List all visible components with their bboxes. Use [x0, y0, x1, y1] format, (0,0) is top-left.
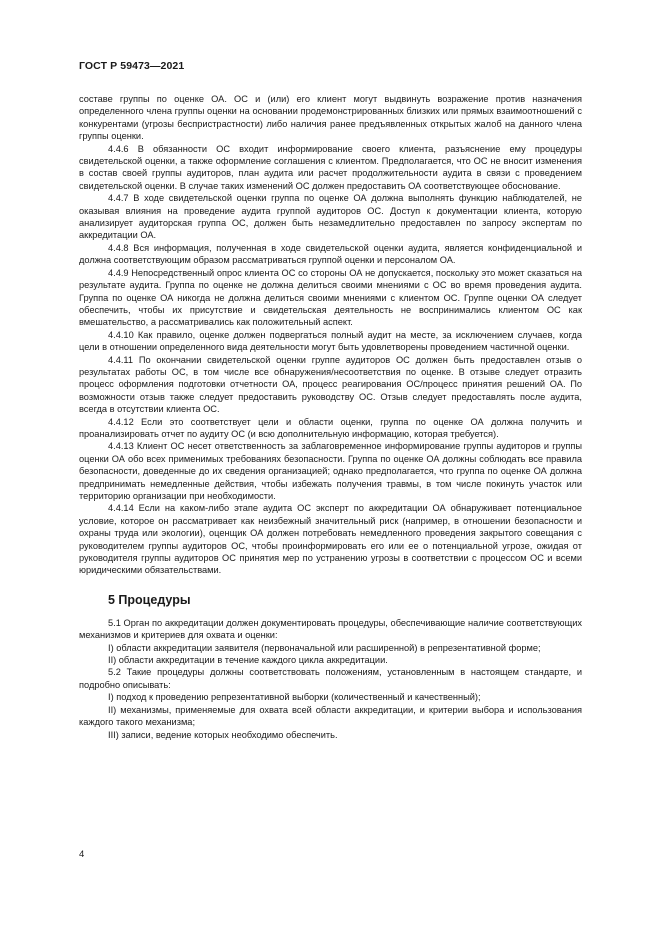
- paragraph-4-4-10: 4.4.10 Как правило, оценке должен подвергаться полный аудит на месте, за исключением случаев, когда цели в отношении определенного вида деятельности могут быть удовлетворены проведением частичной оценки.: [79, 329, 582, 353]
- list-item: I) области аккредитации заявителя (первоначальной или расширенной) в репрезентативной форме;: [108, 642, 541, 653]
- paragraph-4-4-11: 4.4.11 По окончании свидетельской оценки группе аудиторов ОС должен быть предоставлен отзыв о результатах работы ОС, в том числе все обнаружения/несоответствия по оценке. В отзыве следует отразить процесс оформления подготовки отчетности ОА, процесс реагирования ОС/процесс принятия решений ОА. По возможности отзыв также следует предоставить руководству ОС. Отзыв следует предоставлять после аудита, всегда в отсутствии клиента ОС.: [79, 354, 582, 415]
- paragraph-5-2: 5.2 Такие процедуры должны соответствовать положениям, установленным в настоящем стандарте, и подробно описывать:: [79, 667, 582, 690]
- document-header: [79, 60, 184, 72]
- paragraph: составе группы по оценке ОА. ОС и (или) его клиент могут выдвинуть возражение против назначения определенного члена группы оценки на основании продемонстрированных близких или прямых взаимоотношений с конкурентами (угрозы беспристрастности) либо наличия ранее предъявленных открытых жалоб на данного члена группы оценки.: [79, 94, 582, 142]
- paragraph-4-4-14: 4.4.14 Если на каком-либо этапе аудита ОС эксперт по аккредитации ОА обнаруживает потенциальное условие, которое он рассматривает как неизбежный значительный риск (например, в отношении безопасности и охраны труда или экологии), оценщик ОА должен потребовать немедленного проведения закрытого совещания с руководителем группы аудиторов ОС, чтобы проинформировать его или ее о потенциальной угрозе, ожидая от руководителя группы аудиторов ОС принятия мер по устранению угрозы в соответствии с процессом ОС и всеми юридическими обязательствами.: [79, 503, 582, 576]
- paragraph-4-4-6: 4.4.6 В обязанности ОС входит информирование своего клиента, разъяснение ему процедуры свидетельской оценки, а также оформление соглашения с клиентом. Предполагается, что ОС не вносит изменения в состав своей группы аудиторов, план аудита или расчет продолжительности аудита в связи с проведением свидетельской оценки. В случае таких изменений ОС должен предоставить ОА соответствующее обоснование.: [79, 143, 582, 191]
- section-title: 5 Процедуры: [108, 592, 191, 607]
- paragraph-4-4-9: 4.4.9 Непосредственный опрос клиента ОС со стороны ОА не допускается, поскольку это может сказаться на результате аудита. Группа по оценке не должна делиться своими мнениями с ОС во время проведения аудита. Группа по оценке ОА никогда не должна делиться своими мнениями с клиентом ОС. Группе оценки ОА следует обеспечить, чтобы их присутствие и свидетельская деятельность не воспринимались клиентом ОС как вмешательство, а рассматривались как положительный аспект.: [79, 267, 582, 328]
- standard-code: ГОСТ Р 59473—2021: [79, 60, 185, 72]
- paragraph-4-4-7: 4.4.7 В ходе свидетельской оценки группа по оценке ОА должна выполнять функцию наблюдателей, не оказывая влияния на проведение аудита группой аудиторов ОС. Доступ к документации клиента, которую анализирует аудиторская группа ОС, должен быть незамедлительно предоставлен по запросу экспертам по аккредитации ОА.: [79, 193, 582, 241]
- list-item: II) области аккредитации в течение каждого цикла аккредитации.: [108, 655, 388, 666]
- list-item: III) записи, ведение которых необходимо обеспечить.: [108, 729, 338, 740]
- list-item: I) подход к проведению репрезентативной выборки (количественный и качественный);: [108, 692, 481, 703]
- page-number: 4: [79, 849, 85, 860]
- paragraph-4-4-8: 4.4.8 Вся информация, полученная в ходе свидетельской оценки аудита, является конфиденциальной и должна соответствующим образом рассматриваться группой оценки и персоналом ОА.: [79, 242, 582, 266]
- document-body: [79, 93, 582, 741]
- paragraph-4-4-12: 4.4.12 Если это соответствует цели и области оценки, группа по оценке ОА должна получить и проанализировать отчет по аудиту ОС (и всю дополнительную информацию, которая требуется).: [79, 416, 582, 439]
- list-item: II) механизмы, применяемые для охвата всей области аккредитации, и критерии выбора и использования каждого такого механизма;: [79, 704, 582, 728]
- paragraph-5-1: 5.1 Орган по аккредитации должен документировать процедуры, обеспечивающие наличие соответствующих механизмов и критериев для охвата и оценки:: [79, 617, 582, 641]
- paragraph-4-4-13: 4.4.13 Клиент ОС несет ответственность за заблаговременное информирование группы аудиторов и группы оценки ОА обо всех применимых требованиях безопасности. Группа по оценке ОА должны соблюдать все правила безопасности, доведенные до их сведения организацией; однако предполагается, что группа по оценке ОА должна предпринимать немедленные действия, чтобы избежать получения травмы, в том числе покинуть участок или территорию организации при необходимости.: [79, 441, 582, 501]
